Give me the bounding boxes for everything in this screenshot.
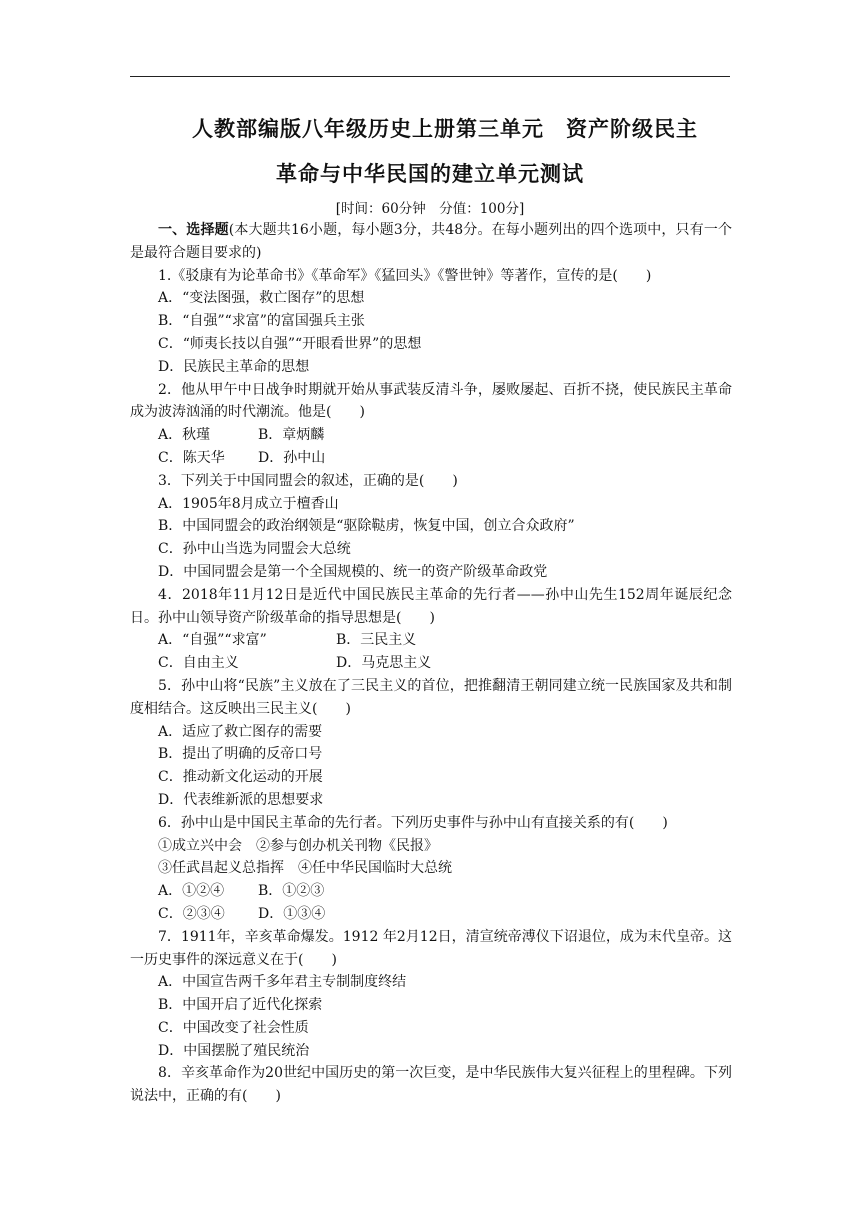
q7-option-a: A．中国宣告两千多年君主专制制度终结 bbox=[158, 974, 407, 991]
q6-items-row-1: ①成立兴中会 ②参与创办机关刊物《民报》 bbox=[158, 837, 438, 854]
q5-option-b: B．提出了明确的反帝口号 bbox=[158, 746, 323, 763]
q6-items-row-2: ③任武昌起义总指挥 ④任中华民国临时大总统 bbox=[158, 860, 452, 877]
q3-option-c: C．孙中山当选为同盟会大总统 bbox=[158, 541, 351, 558]
q2-option-c: C．陈天华 bbox=[158, 449, 225, 466]
q5-option-d: D．代表维新派的思想要求 bbox=[158, 791, 324, 808]
q1-option-a: A．“变法图强，救亡图存”的思想 bbox=[158, 290, 365, 307]
q4-options-row-2 bbox=[130, 652, 732, 675]
exam-meta: [时间：60分钟 分值：100分] bbox=[335, 201, 525, 217]
q5-option-c: C．推动新文化运动的开展 bbox=[158, 769, 323, 786]
section-1-description: (本大题共16小题，每小题3分，共48分。在每小题列出的四个选项中，只有一个是最符合题目要求的) bbox=[130, 222, 732, 261]
q2-stem: 2．他从甲午中日战争时期就开始从事武装反清斗争，屡败屡起、百折不挠，使民族民主革命成为波涛汹涌的时代潮流。他是( ) bbox=[130, 381, 732, 421]
q4-options-row-1 bbox=[130, 629, 732, 652]
q3-option-d: D．中国同盟会是第一个全国规模的、统一的资产阶级革命政党 bbox=[158, 563, 548, 580]
q1-option-d: D．民族民主革命的思想 bbox=[158, 358, 310, 375]
q1-option-b: B．“自强”“求富”的富国强兵主张 bbox=[158, 313, 365, 330]
q7-option-b: B．中国开启了近代化探索 bbox=[158, 997, 323, 1014]
section-1-header bbox=[130, 219, 732, 265]
q5-stem: 5．孙中山将“民族”主义放在了三民主义的首位，把推翻清王朝同建立统一民族国家及共和制度相结合。这反映出三民主义( ) bbox=[130, 677, 732, 717]
top-rule bbox=[130, 76, 730, 77]
q3-stem: 3．下列关于中国同盟会的叙述，正确的是( ) bbox=[158, 472, 458, 489]
title-line-2: 革命与中华民国的建立单元测试 bbox=[276, 162, 584, 186]
q8-stem: 8．辛亥革命作为20世纪中国历史的第一次巨变，是中华民族伟大复兴征程上的里程碑。下列说法中，正确的有( ) bbox=[130, 1065, 732, 1105]
q4-stem: 4．2018年11月12日是近代中国民族民主革命的先行者——孙中山先生152周年诞辰纪念日。孙中山领导资产阶级革命的指导思想是( ) bbox=[130, 586, 732, 626]
q4-option-a: A．“自强”“求富” bbox=[158, 632, 267, 649]
q6-option-c: C．②③④ bbox=[158, 905, 225, 922]
q7-stem: 7．1911年，辛亥革命爆发。1912 年2月12日，清宣统帝溥仪下诏退位，成为末代皇帝。这一历史事件的深远意义在于( ) bbox=[130, 928, 732, 968]
q6-option-b: B．①②③ bbox=[258, 883, 325, 900]
q2-options-row-2 bbox=[130, 447, 732, 470]
q2-option-a: A．秋瑾 bbox=[158, 427, 211, 444]
q7-option-d: D．中国摆脱了殖民统治 bbox=[158, 1042, 310, 1059]
q1-option-c: C．“师夷长技以自强”“开眼看世界”的思想 bbox=[158, 335, 422, 352]
section-1-title: 一、选择题 bbox=[158, 222, 229, 238]
q6-stem: 6．孙中山是中国民主革命的先行者。下列历史事件与孙中山有直接关系的有( ) bbox=[158, 814, 668, 831]
q4-option-d: D．马克思主义 bbox=[336, 655, 432, 672]
q4-option-c: C．自由主义 bbox=[158, 655, 239, 672]
q5-option-a: A．适应了救亡图存的需要 bbox=[158, 723, 323, 740]
q1-stem: 1.《驳康有为论革命书》《革命军》《猛回头》《警世钟》等著作，宣传的是( ) bbox=[158, 267, 652, 284]
q7-option-c: C．中国改变了社会性质 bbox=[158, 1019, 309, 1036]
q6-option-a: A．①②④ bbox=[158, 883, 225, 900]
q4-option-b: B．三民主义 bbox=[336, 632, 417, 649]
q6-options-row-1 bbox=[130, 880, 732, 903]
q3-option-a: A．1905年8月成立于檀香山 bbox=[158, 495, 339, 512]
q2-options-row-1 bbox=[130, 424, 732, 447]
q2-option-b: B．章炳麟 bbox=[258, 427, 325, 444]
q6-option-d: D．①③④ bbox=[258, 905, 326, 922]
question-list bbox=[130, 219, 732, 1108]
title-line-1: 人教部编版八年级历史上册第三单元 资产阶级民主 bbox=[192, 117, 698, 141]
q6-options-row-2 bbox=[130, 903, 732, 926]
q2-option-d: D．孙中山 bbox=[258, 449, 326, 466]
q3-option-b: B．中国同盟会的政治纲领是“驱除鞑虏，恢复中国，创立合众政府” bbox=[158, 518, 575, 535]
